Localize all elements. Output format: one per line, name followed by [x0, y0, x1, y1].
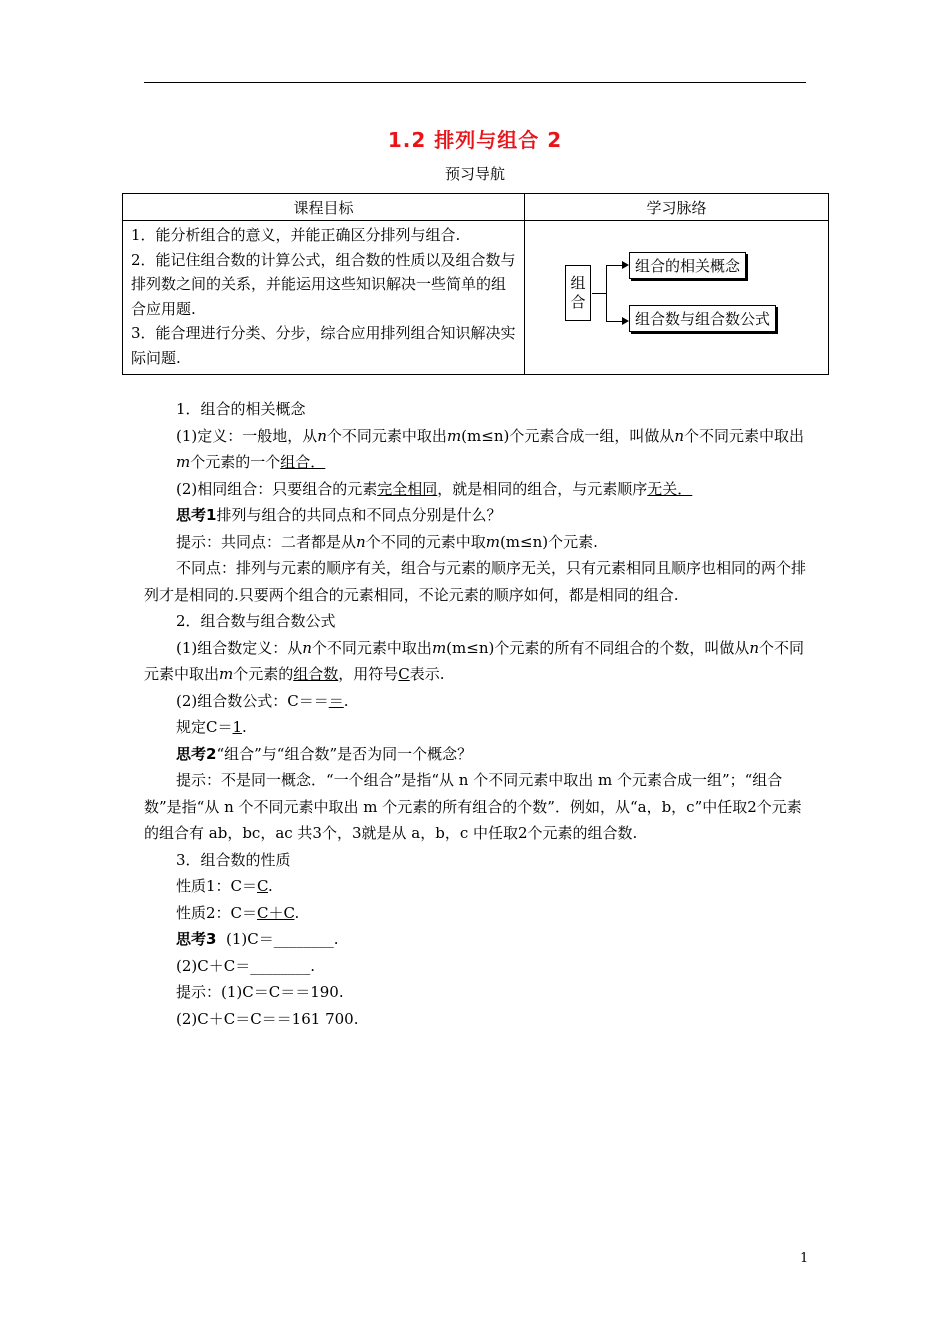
think-question: (2)C＋C＝________. — [176, 956, 315, 975]
hint-paragraph: 不同点：排列与元素的顺序有关，组合与元素的顺序无关，只有元素相同且顺序也相同的两个排列才是相同的.只要两个组合的元素相同，不论元素的顺序如何，都是相同的组合. — [144, 559, 807, 604]
diagram-root: 组合 — [565, 265, 591, 321]
definition-paragraph: (1)定义：一般地，从n个不同元素中取出m(m≤n)个元素合成一组，叫做从n个不同元素中取出m个元素的一个组合． — [176, 426, 805, 471]
arrow-icon — [622, 261, 629, 269]
hint-paragraph: 提示：(1)C＝C＝＝190. — [176, 983, 344, 1001]
property-line: 性质1：C＝C. — [176, 877, 273, 895]
section-subtitle: 预习导航 — [444, 165, 505, 183]
page-number: 1 — [800, 1251, 809, 1266]
formula-paragraph: (2)组合数公式：C＝＝＝. — [176, 691, 349, 710]
header-rule — [144, 82, 806, 83]
section-heading: 1．组合的相关概念 — [176, 400, 306, 418]
page-title: 1.2 排列与组合 2 — [387, 128, 563, 152]
goal-item: 3．能合理进行分类、分步，综合应用排列组合知识解决实际问题. — [131, 324, 516, 367]
col-header-goals: 课程目标 — [123, 194, 525, 221]
diagram-connector — [606, 265, 607, 321]
answer-underline: 组合． — [280, 453, 326, 471]
diagram-branch-concept: 组合的相关概念 — [629, 252, 746, 279]
hint-paragraph: (2)C＋C＝C＝＝161 700. — [176, 1009, 359, 1028]
goal-item: 2．能记住组合数的计算公式，组合数的性质以及组合数与排列数之间的关系，并能运用这些知识解决一些简单的组合应用题. — [131, 250, 516, 318]
table-row — [123, 221, 829, 375]
col-header-outline: 学习脉络 — [525, 194, 829, 221]
main-content — [144, 396, 808, 1032]
goals-cell — [123, 221, 525, 375]
definition-paragraph: (1)组合数定义：从n个不同元素中取出m(m≤n)个元素的所有不同组合的个数，叫做从n个不同元素中取出m个元素的组合数，用符号C表示. — [144, 638, 805, 683]
hint-paragraph: 提示：共同点：二者都是从n个不同的元素中取m(m≤n)个元素. — [176, 532, 598, 551]
section-heading: 2．组合数与组合数公式 — [176, 612, 336, 630]
think-question: 思考3 (1)C＝________. — [176, 930, 339, 948]
arrow-icon — [622, 317, 629, 325]
table-header-row — [123, 194, 829, 221]
property-line: 性质2：C＝C＋C. — [176, 903, 300, 922]
goals-table — [122, 193, 829, 375]
diagram-branch-formula: 组合数与组合数公式 — [629, 305, 776, 332]
think-question: 思考1排列与组合的共同点和不同点分别是什么？ — [176, 506, 502, 524]
outline-diagram — [525, 221, 828, 373]
diagram-connector — [592, 293, 606, 294]
rule-paragraph: 规定C＝1. — [176, 718, 247, 736]
diagram-cell — [525, 221, 829, 375]
section-heading: 3．组合数的性质 — [176, 850, 291, 869]
same-combination-paragraph: (2)相同组合：只要组合的元素完全相同，就是相同的组合，与元素顺序无关． — [176, 479, 693, 498]
goal-item: 1．能分析组合的意义，并能正确区分排列与组合. — [131, 226, 461, 244]
hint-paragraph: 提示：不是同一概念．“一个组合”是指“从 n 个不同元素中取出 m 个元素合成一组”；“组合数”是指“从 n 个不同元素中取出 m 个元素的所有组合的个数”．例如，从“a，b，c”中任取2个元素的组合有 ab，bc，ac 共3个，3就是从 a，b，c 中任取2个元素的组合数. — [144, 771, 802, 842]
think-question: 思考2“组合”与“组合数”是否为同一个概念？ — [176, 744, 473, 763]
